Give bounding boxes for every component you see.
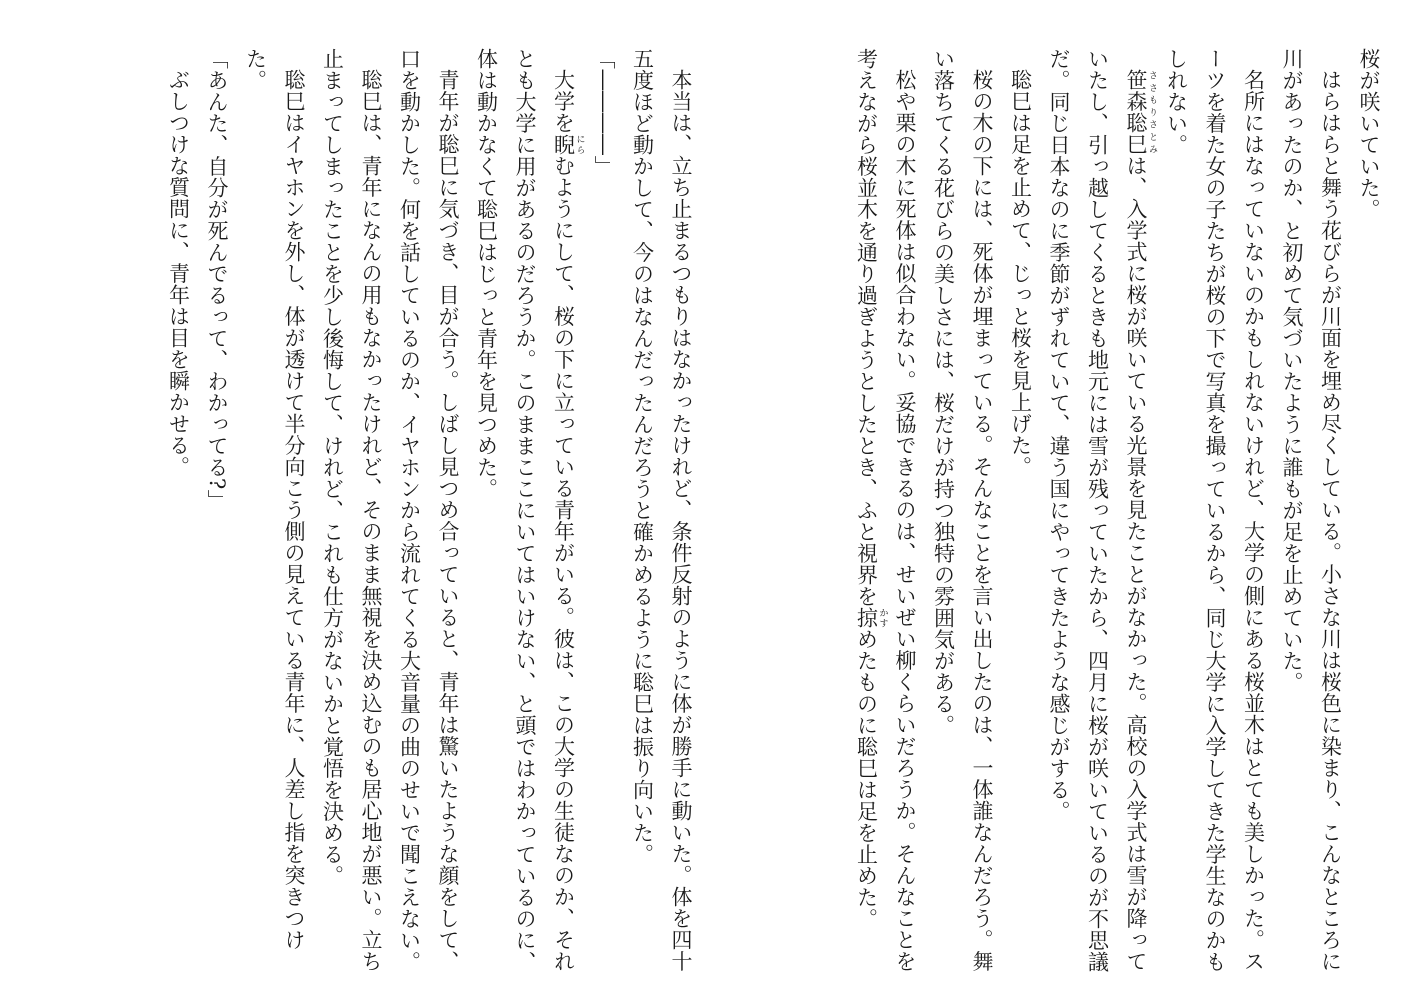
paragraph <box>198 48 237 978</box>
paragraph <box>585 48 624 978</box>
ruby-base: 笹森聡巳 <box>1124 69 1148 155</box>
text-segment: 聡巳はイヤホンを外し、体が透けて半分向こう側の見えている青年に、人差し指を突きつけた。 <box>243 48 306 951</box>
ruby-annotated-text <box>854 607 888 629</box>
paragraph <box>1350 48 1389 978</box>
text-segment: 聡巳は足を止めて、じっと桜を見上げた。 <box>1008 69 1033 478</box>
ruby-reading: ささもりさとみ <box>1147 69 1157 155</box>
text-segment: 名所にはなっていないのかもしれないけれど、大学の側にある桜並木はとても美しかった。スーツを着た女の子たちが桜の下で写真を撮っているから、同じ大学に入学してきた学生なのかもしれない。 <box>1164 48 1266 973</box>
text-segment: めたものに聡巳は足を止めた。 <box>854 628 879 930</box>
ruby-base: 掠 <box>854 607 879 629</box>
text-segment: はらはらと舞う花びらが川面を埋め尽くしている。小さな川は桜色に染まり、こんなところに川があったのか、と初めて気づいたように誰もが足を止めていた。 <box>1280 48 1343 972</box>
left-page <box>80 48 700 978</box>
text-segment: むようにして、桜の下に立っている青年がいる。彼は、この大学の生徒なのか、それとも大学に用があるのだろうか。このままここにいてはいけない、と頭ではわかっているのに、体は動かなくて聡巳はじっと青年を見つめた。 <box>474 48 576 973</box>
paragraph <box>1040 48 1158 978</box>
paragraph <box>1273 48 1350 978</box>
paragraph <box>467 48 585 978</box>
text-segment: 青年が聡巳に気づき、目が合う。しばし見つめ合っていると、青年は驚いたような顔をして、口を動かした。何を話しているのか、イヤホンから流れてくる大音量の曲のせいで聞こえない。 <box>397 48 460 973</box>
right-page <box>748 48 1388 978</box>
ruby-reading: かす <box>877 607 888 629</box>
paragraph <box>1001 48 1040 978</box>
paragraph <box>847 48 924 978</box>
paragraph <box>623 48 700 978</box>
text-segment: 桜の木の下には、死体が埋まっている。そんなことを言い出したのは、一体誰なんだろう。舞い落ちてくる花びらの美しさには、桜だけが持つ独特の雰囲気がある。 <box>931 48 994 972</box>
paragraph <box>313 48 390 978</box>
text-segment: 大学を <box>551 69 576 134</box>
paragraph <box>1157 48 1273 978</box>
text-segment: 松や栗の木に死体は似合わない。妥協できるのは、せいぜい柳くらいだろうか。そんなことを考えながら桜並木を通り過ぎようとしたとき、ふと視界を <box>854 48 917 972</box>
text-segment: 本当は、立ち止まるつもりはなかったけれど、条件反射のように体が勝手に動いた。体を四十五度ほど動かして、今のはなんだったんだろうと確かめるように聡巳は振り向いた。 <box>630 48 693 972</box>
paragraph <box>236 48 313 978</box>
text-segment: 桜が咲いていた。 <box>1357 48 1381 220</box>
paragraph <box>159 48 198 978</box>
paragraph <box>924 48 1001 978</box>
text-segment: ぶしつけな質問に、青年は目を瞬かせる。 <box>166 69 191 478</box>
paragraph <box>390 48 467 978</box>
ruby-base: 睨 <box>551 133 576 155</box>
text-segment: 聡巳は、青年になんの用もなかったけれど、そのまま無視を決め込むのも居心地が悪い。立ち止まってしまったことを少し後悔して、けれど、これも仕方がないかと覚悟を決める。 <box>320 48 383 972</box>
text-segment: 「――――」 <box>592 48 616 177</box>
ruby-reading: にら <box>574 133 585 155</box>
text-segment: は、入学式に桜が咲いている光景を見たことがなかった。高校の入学式は雪が降っていたし、引っ越してくるときも地元には雪が残っていたから、四月に桜が咲いているのが不思議だ。同じ日本なのに季節がずれていて、違う国にやってきたような感じがする。 <box>1047 48 1148 973</box>
ruby-annotated-text <box>1124 69 1157 155</box>
text-segment: 「あんた、自分が死んでるって、わかってる?」 <box>205 48 229 512</box>
ruby-annotated-text <box>551 133 585 156</box>
